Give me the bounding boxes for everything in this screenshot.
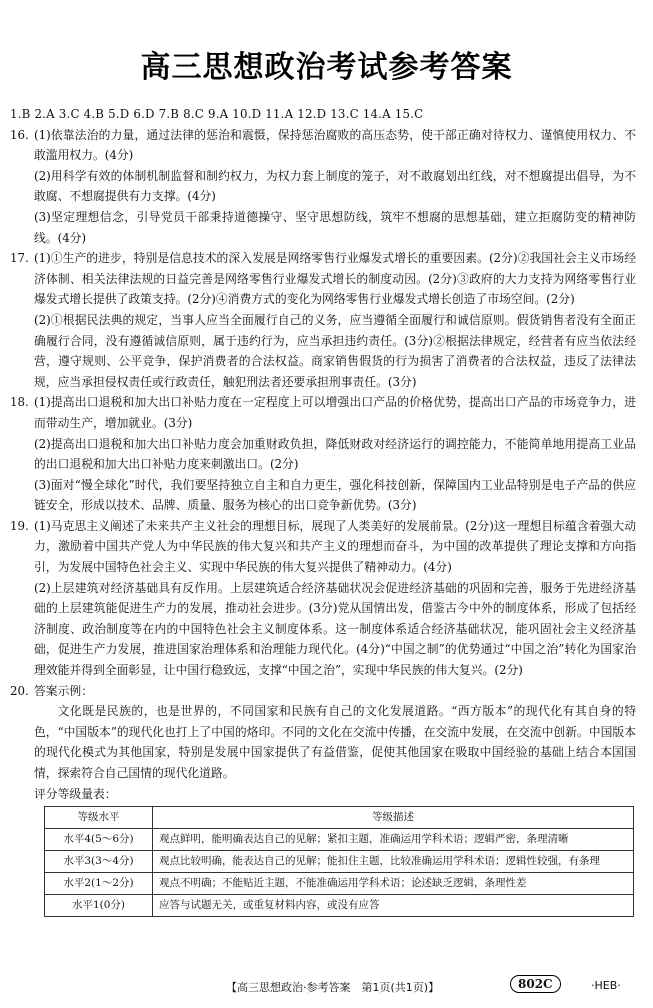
grading-scale-caption: 评分等级量表： xyxy=(34,786,117,801)
answer-paragraph: (1)马克思主义阐述了未来共产主义社会的理想目标，展现了人类美好的发展前景。(2分)这一理想目标蕴含着强大动力，激励着中国共产党人为中华民族的伟大复兴和共产主义的理想而奋斗，为中国的改革提供了理论支撑和方向指引，为发展中国特色社会主义、实现中华民族的伟大复兴提供了精神动力。(4分) xyxy=(34,518,636,575)
grading-scale-table xyxy=(44,806,634,917)
question-20 xyxy=(10,681,636,702)
answer-content xyxy=(10,104,636,917)
multiple-choice-answers: 1.B 2.A 3.C 4.B 5.D 6.D 7.B 8.C 9.A 10.D 11.A 12.D 13.C 14.A 15.C xyxy=(10,107,424,121)
level-cell: 水平1(0分) xyxy=(45,895,153,917)
answer-paragraph: (2)用科学有效的体制机制监督和制约权力，为权力套上制度的笼子，对不敢腐划出红线，对不想腐提出倡导，为不敢腐、不想腐提供有力支撑。(4分) xyxy=(34,168,636,204)
answer-example-label: 答案示例： xyxy=(34,683,93,698)
description-cell: 观点比较明确，能表达自己的见解；能扣住主题，比较准确运用学科术语；逻辑性较强，有条理 xyxy=(153,851,634,873)
table-header-row xyxy=(45,807,634,829)
question-19 xyxy=(10,516,636,681)
question-18 xyxy=(10,392,636,516)
level-cell: 水平3(3～4分) xyxy=(45,851,153,873)
table-row xyxy=(45,895,634,917)
answer-paragraph: (1)①生产的进步，特别是信息技术的深入发展是网络零售行业爆发式增长的重要因素。(2分)②我国社会主义市场经济体制、相关法律法规的日益完善是网络零售行业爆发式增长的制度动因。(2分)③政府的大力支持为网络零售行业爆发式增长提供了政策支持。(2分)④消费方式的变化为网络零售行业爆发式增长创造了市场空间。(2分) xyxy=(34,251,636,307)
question-17 xyxy=(10,248,636,392)
answer-paragraph: (1)提高出口退税和加大出口补贴力度在一定程度上可以增强出口产品的价格优势，提高出口产品的市场竞争力，进而带动生产，增加就业。(3分) xyxy=(34,395,636,430)
answer-paragraph: (3)坚定理想信念，引导党员干部秉持道德操守、坚守思想防线，筑牢不想腐的思想基础，建立拒腐防变的精神防线。(4分) xyxy=(34,209,636,245)
essay-example: 文化既是民族的，也是世界的，不同国家和民族有自己的文化发展道路。“西方版本”的现代化有其自身的特色，“中国版本”的现代化也打上了中国的烙印。不同的文化在交流中传播，在交流中发展，在交流中创新。中国版本的现代化模式为其他国家，特别是发展中国家提供了有益借鉴，促使其他国家在吸取中国经验的基础上结合本国国情，探索符合自己国情的现代化道路。 xyxy=(34,704,636,780)
description-cell: 应答与试题无关，或重复材料内容，或没有应答 xyxy=(153,895,634,917)
column-header: 等级描述 xyxy=(153,807,634,829)
table-row xyxy=(45,851,634,873)
level-cell: 水平2(1～2分) xyxy=(45,873,153,895)
question-number: 16. xyxy=(10,127,29,142)
table-row xyxy=(45,873,634,895)
page-title: 高三思想政治考试参考答案 xyxy=(140,50,513,85)
answer-paragraph: (2)提高出口退税和加大出口补贴力度会加重财政负担，降低财政对经济运行的调控能力，不能简单地用提高工业品的出口退税和加大出口补贴力度来刺激出口。(2分) xyxy=(34,436,636,472)
description-cell: 观点不明确；不能贴近主题，不能准确运用学科术语；论述缺乏逻辑，条理性差 xyxy=(153,873,634,895)
description-cell: 观点鲜明，能明确表达自己的见解；紧扣主题，准确运用学科术语；逻辑严密，条理清晰 xyxy=(153,829,634,851)
question-16 xyxy=(10,125,636,249)
level-cell: 水平4(5～6分) xyxy=(45,829,153,851)
answer-paragraph: (3)面对“慢全球化”时代，我们要坚持独立自主和自力更生，强化科技创新，保障国内工业品特别是电子产品的供应链安全，形成以技术、品牌、质量、服务为核心的出口竞争新优势。(3分) xyxy=(34,477,636,513)
page-footer xyxy=(0,975,653,997)
answer-paragraph: (2)上层建筑对经济基础具有反作用。上层建筑适合经济基础状况会促进经济基础的巩固和完善，服务于先进经济基础的上层建筑能促进生产力的发展，推动社会进步。(3分)党从国情出发，借鉴古今中外的制度体系，形成了包括经济制度、政治制度等在内的中国特色社会主义制度体系。这一制度体系适合经济基础状况，能巩固社会主义经济基础，促进生产力发展，推进国家治理体系和治理能力现代化。(4分)“中国之制”的优势通过“中国之治”转化为国家治理效能并得到全面彰显，让中国行稳致远，支撑“中国之治”，实现中华民族的伟大复兴。(2分) xyxy=(34,580,636,678)
question-number: 19. xyxy=(10,518,29,533)
answer-paragraph: (1)依靠法治的力量，通过法律的惩治和震慑，保持惩治腐败的高压态势，使干部正确对待权力、谨慎使用权力、不敢滥用权力。(4分) xyxy=(34,127,636,163)
answer-paragraph: (2)①根据民法典的规定，当事人应当全面履行自己的义务，应当遵循全面履行和诚信原则。假货销售者没有全面正确履行合同，没有遵循诚信原则，属于违约行为，应当承担违约责任。(3分)②根据法律规定，经营者有应当依法经营，遵守规则、公平竞争，保护消费者的合法权益。商家销售假货的行为损害了消费者的合法权益，违反了法律法规，应当承担侵权责任或行政责任，触犯刑法者还要承担刑事责任。(3分) xyxy=(34,312,636,389)
column-header: 等级水平 xyxy=(45,807,153,829)
question-number: 20. xyxy=(10,683,29,698)
footer-text: 【高三思想政治·参考答案 第1页(共1页)】 xyxy=(226,981,440,994)
exam-code-badge: 802C xyxy=(510,975,561,993)
footer-brand: ·HEB· xyxy=(591,979,621,992)
question-number: 17. xyxy=(10,251,29,266)
table-row xyxy=(45,829,634,851)
question-number: 18. xyxy=(10,395,29,410)
